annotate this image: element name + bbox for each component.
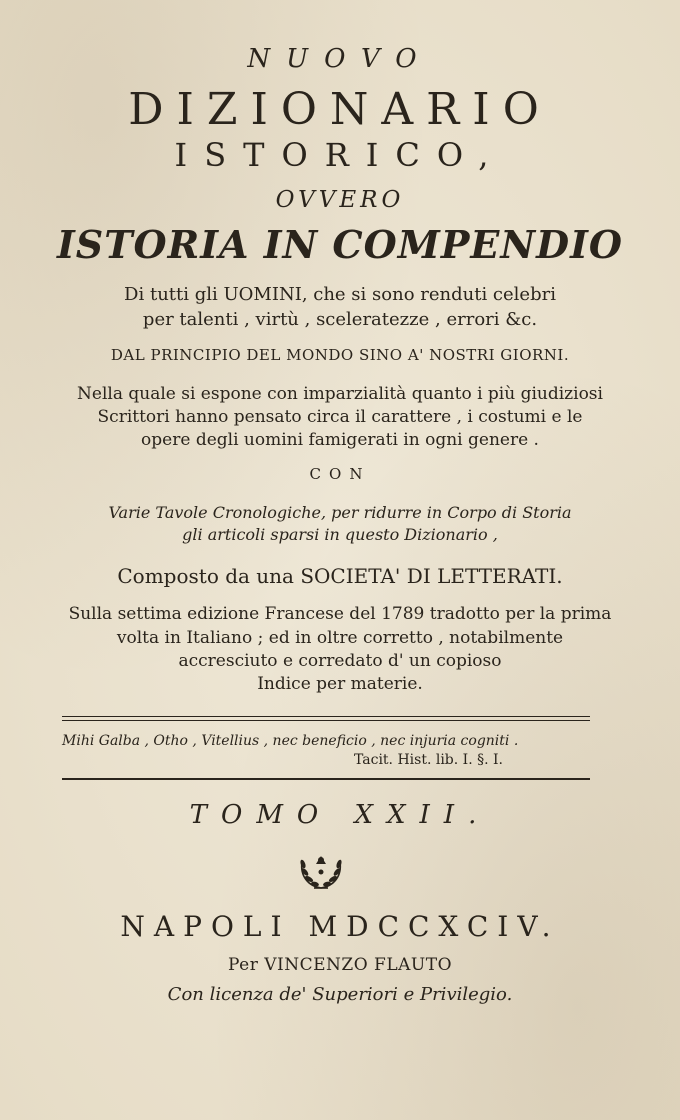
- description-line-1: Di tutti gli UOMINI, che si sono renduti celebri: [124, 284, 556, 305]
- composto-line: Composto da una SOCIETA' DI LETTERATI.: [117, 564, 563, 588]
- divider-top: [62, 716, 590, 717]
- description-line-2: per talenti , virtù , sceleratezze , errori &c.: [142, 309, 538, 330]
- description-line-3: DAL PRINCIPIO DEL MONDO SINO A' NOSTRI GIORNI.: [110, 346, 570, 364]
- edizione-line-1: Sulla settima edizione Francese del 1789 tradotto per la prima: [68, 604, 612, 624]
- tavole-line-2: gli articoli sparsi in questo Dizionario ,: [182, 525, 498, 544]
- imprint-licenza: Con licenza de' Superiori e Privilegio.: [167, 984, 513, 1005]
- edizione-line-3: accresciuto e corredato d' un copioso: [178, 651, 502, 671]
- tavole-line-1: Varie Tavole Cronologiche, per ridurre in Corpo di Storia: [108, 503, 572, 522]
- divider-top-thin: [62, 720, 590, 721]
- con-label: CON: [309, 465, 371, 483]
- volume-number: TOMO XXII.: [189, 800, 491, 830]
- description-line-4: Nella quale si espone con imparzialità quanto i più giudiziosi: [77, 384, 603, 404]
- heading-istoria-in-compendio: ISTORIA IN COMPENDIO: [57, 222, 623, 267]
- divider-bottom: [62, 778, 590, 780]
- edizione-line-2: volta in Italiano ; ed in oltre corretto , notabilmente: [116, 628, 564, 648]
- heading-dizionario: DIZIONARIO: [128, 84, 552, 135]
- laurel-wreath-icon: [294, 852, 348, 892]
- description-line-6: opere degli uomini famigerati in ogni genere .: [141, 430, 539, 450]
- heading-nuovo: NUOVO: [247, 44, 433, 74]
- edizione-line-4: Indice per materie.: [257, 674, 423, 694]
- imprint-place-year: NAPOLI MDCCXCIV.: [120, 910, 560, 943]
- epigraph-source: Tacit. Hist. lib. I. §. I.: [354, 752, 503, 768]
- heading-istorico: ISTORICO,: [174, 136, 506, 174]
- epigraph-quote: Mihi Galba , Otho , Vitellius , nec beneficio , nec injuria cogniti .: [62, 733, 519, 749]
- imprint-printer: Per VINCENZO FLAUTO: [227, 955, 453, 975]
- heading-ovvero: OVVERO: [275, 187, 405, 213]
- description-line-5: Scrittori hanno pensato circa il carattere , i costumi e le: [97, 407, 583, 427]
